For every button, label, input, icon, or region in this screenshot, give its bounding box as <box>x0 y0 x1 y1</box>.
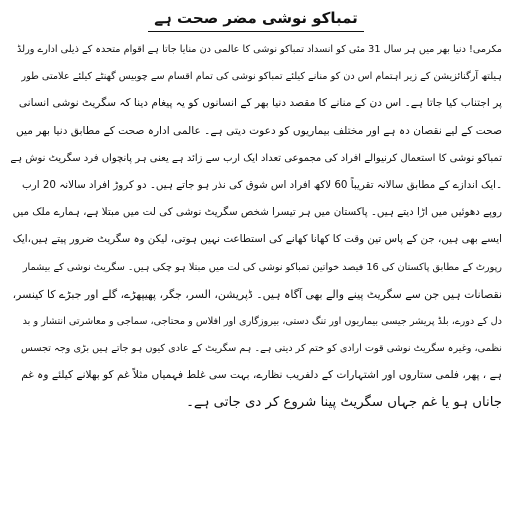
body-line: نظمی، وغیرہ سگریٹ نوشی قوت ارادی کو ختم کر دیتی ہے۔ ہم سگریٹ کے عادی کیوں ہو جاتے ہیں بڑی وجہ تجسس <box>21 343 502 355</box>
body-line: نقصانات ہیں جن سے سگریٹ پینے والے بھی آگاہ ہیں۔ ڈپریشن، السر، جگر، پھیپھڑے، گلے اور جبڑے کا کینسر، <box>12 287 502 301</box>
body-line: روپے دھوئیں میں اڑا دیتے ہیں۔ پاکستان میں ہر تیسرا شخص سگریٹ نوشی کی لت میں مبتلا ہے، ہمارے ملک میں <box>12 206 502 219</box>
body-line: صحت کے لیے نقصان دہ ہے اور مختلف بیماریوں کو دعوت دیتی ہے۔ عالمی ادارہ صحت کے مطابق دنیا بھر میں <box>15 124 502 137</box>
body-line: جاناں ہو یا غم جہاں سگریٹ پینا شروع کر دی جاتی ہے۔ <box>186 395 502 411</box>
body-line: ۔ایک اندازے کے مطابق سالانہ تقریباً 60 لاکھ افراد اس شوق کی نذر ہو جاتے ہیں۔ دو کروڑ افراد سالانہ 20 ارب <box>22 178 502 191</box>
body-line: تمباکو نوشی کا استعمال کرنیوالے افراد کی مجموعی تعداد ایک ارب سے زائد ہے یعنی ہر پانچواں فرد سگریٹ نوش ہے <box>10 152 502 164</box>
article-title: تمباکو نوشی مضر صحت ہے <box>148 6 364 32</box>
article-body <box>10 36 502 417</box>
body-line: رپورٹ کے مطابق پاکستان کی 16 فیصد خواتین تمباکو نوشی کی لت میں مبتلا ہو چکی ہیں۔ سگریٹ نوشی کے بیشمار <box>22 261 502 273</box>
body-line: مکرمی! دنیا بھر میں ہر سال 31 مئی کو انسداد تمباکو نوشی کا عالمی دن منایا جاتا ہے اقوام متحدہ کے ذیلی ادارے ورلڈ <box>17 44 502 55</box>
body-line: ہے ، پھر، فلمی ستاروں اور اشتہارات کے دلفریب نظارے، بہت سی غلط فہمیاں مثلاً غم کو بھلانے کیلئے وہ غم <box>21 369 502 382</box>
title-block <box>10 6 502 32</box>
body-line: پر اجتناب کیا جاتا ہے۔ اس دن کے منانے کا مقصد دنیا بھر کے انسانوں کو یہ پیغام دینا کہ سگریٹ نوشی انسانی <box>18 97 502 110</box>
body-line: ایسے بھی ہیں، جن کے پاس تین وقت کا کھانا کھانے کی استطاعت نہیں ہوتی، لیکن وہ سگریٹ ضرور پیتے ہیں،ایک <box>12 233 502 246</box>
body-line: ہیلتھ آرگنائزیشن کے زیر اہتمام اس دن کو منانے کیلئے تمباکو نوشی کی تمام اقسام سے چوبیس گھنٹے کیلئے علامتی طور <box>21 71 502 83</box>
body-line: دل کے دورے، بلڈ پریشر جیسی بیماریوں اور تنگ دستی، بیروزگاری اور افلاس و محتاجی، سماجی و معاشرتی انتشار و بد <box>22 315 502 327</box>
